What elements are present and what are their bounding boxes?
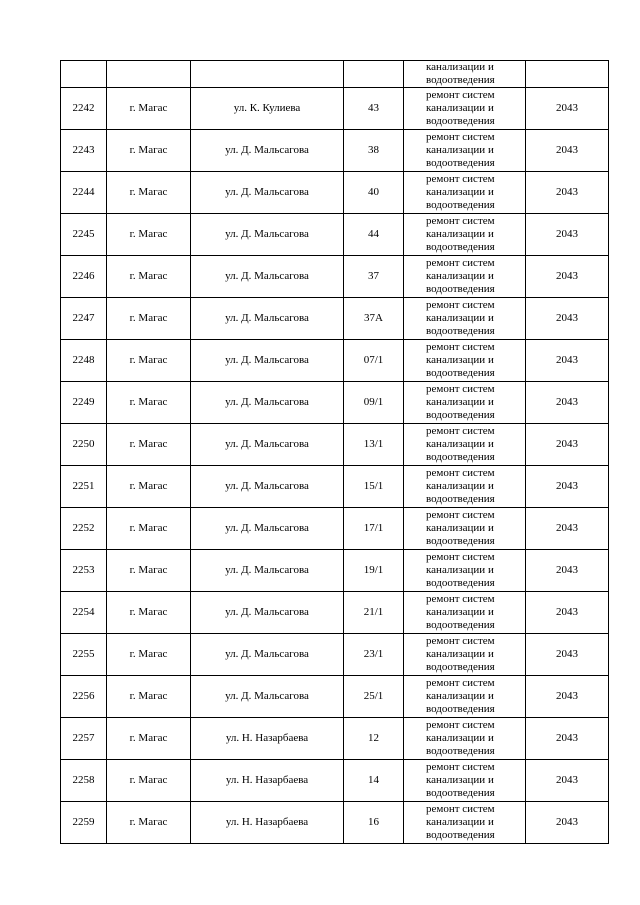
cell-house: 16 — [344, 802, 404, 844]
cell-year: 2043 — [526, 508, 609, 550]
cell-city: г. Магас — [107, 88, 191, 130]
cell-work-type — [404, 340, 526, 382]
cell-work-type — [404, 592, 526, 634]
cell-street: ул. Д. Мальсагова — [191, 466, 344, 508]
table-row — [61, 298, 609, 340]
cell-year: 2043 — [526, 550, 609, 592]
work-line: водоотведения — [426, 829, 495, 841]
table-row — [61, 718, 609, 760]
cell-work-type — [404, 550, 526, 592]
work-line: ремонт систем — [426, 635, 495, 647]
cell-number: 2256 — [61, 676, 107, 718]
work-line: водоотведения — [426, 367, 495, 379]
work-line: канализации и — [426, 61, 494, 73]
work-line: водоотведения — [426, 115, 495, 127]
table-row-continued — [61, 61, 609, 88]
cell-city: г. Магас — [107, 298, 191, 340]
work-line: водоотведения — [426, 745, 495, 757]
cell-number: 2247 — [61, 298, 107, 340]
cell-city: г. Магас — [107, 760, 191, 802]
cell-year: 2043 — [526, 676, 609, 718]
cell-house: 07/1 — [344, 340, 404, 382]
cell-city: г. Магас — [107, 256, 191, 298]
cell-year: 2043 — [526, 718, 609, 760]
table-row — [61, 550, 609, 592]
work-line: ремонт систем — [426, 215, 495, 227]
cell-work-type — [404, 61, 526, 88]
work-line: ремонт систем — [426, 551, 495, 563]
work-line: канализации и — [426, 186, 494, 198]
work-line: ремонт систем — [426, 677, 495, 689]
work-line: канализации и — [426, 102, 494, 114]
cell-house: 37 — [344, 256, 404, 298]
cell-number: 2253 — [61, 550, 107, 592]
table-row — [61, 340, 609, 382]
table-row — [61, 382, 609, 424]
cell-house — [344, 61, 404, 88]
cell-street: ул. Д. Мальсагова — [191, 592, 344, 634]
work-line: канализации и — [426, 522, 494, 534]
work-line: канализации и — [426, 312, 494, 324]
table-row — [61, 592, 609, 634]
work-line: канализации и — [426, 690, 494, 702]
cell-city: г. Магас — [107, 424, 191, 466]
work-line: ремонт систем — [426, 719, 495, 731]
cell-year: 2043 — [526, 424, 609, 466]
cell-work-type — [404, 88, 526, 130]
cell-street: ул. Д. Мальсагова — [191, 550, 344, 592]
cell-city: г. Магас — [107, 634, 191, 676]
cell-year: 2043 — [526, 802, 609, 844]
work-line: водоотведения — [426, 325, 495, 337]
cell-street: ул. Н. Назарбаева — [191, 718, 344, 760]
work-line: ремонт систем — [426, 173, 495, 185]
work-line: водоотведения — [426, 451, 495, 463]
work-line: водоотведения — [426, 409, 495, 421]
work-line: водоотведения — [426, 619, 495, 631]
work-line: водоотведения — [426, 577, 495, 589]
cell-street: ул. Д. Мальсагова — [191, 676, 344, 718]
cell-number: 2250 — [61, 424, 107, 466]
cell-house: 19/1 — [344, 550, 404, 592]
cell-number: 2254 — [61, 592, 107, 634]
cell-street: ул. Д. Мальсагова — [191, 214, 344, 256]
cell-city: г. Магас — [107, 592, 191, 634]
cell-year: 2043 — [526, 592, 609, 634]
work-line: ремонт систем — [426, 299, 495, 311]
cell-number: 2242 — [61, 88, 107, 130]
repair-schedule-table — [60, 60, 609, 844]
cell-city: г. Магас — [107, 550, 191, 592]
work-line: ремонт систем — [426, 341, 495, 353]
cell-year: 2043 — [526, 298, 609, 340]
cell-work-type — [404, 718, 526, 760]
table-row — [61, 802, 609, 844]
cell-house: 37А — [344, 298, 404, 340]
cell-number: 2255 — [61, 634, 107, 676]
cell-number: 2252 — [61, 508, 107, 550]
cell-work-type — [404, 634, 526, 676]
work-line: ремонт систем — [426, 383, 495, 395]
cell-street: ул. Д. Мальсагова — [191, 424, 344, 466]
cell-work-type — [404, 676, 526, 718]
cell-number: 2249 — [61, 382, 107, 424]
cell-year: 2043 — [526, 172, 609, 214]
work-line: ремонт систем — [426, 89, 495, 101]
cell-year: 2043 — [526, 256, 609, 298]
work-line: канализации и — [426, 228, 494, 240]
cell-street: ул. Д. Мальсагова — [191, 634, 344, 676]
cell-house: 21/1 — [344, 592, 404, 634]
cell-street: ул. Д. Мальсагова — [191, 130, 344, 172]
cell-year: 2043 — [526, 340, 609, 382]
cell-number: 2248 — [61, 340, 107, 382]
cell-street: ул. Д. Мальсагова — [191, 382, 344, 424]
work-line: водоотведения — [426, 661, 495, 673]
cell-city: г. Магас — [107, 508, 191, 550]
work-line: ремонт систем — [426, 761, 495, 773]
table-row — [61, 424, 609, 466]
cell-city: г. Магас — [107, 676, 191, 718]
work-line: канализации и — [426, 648, 494, 660]
work-line: водоотведения — [426, 199, 495, 211]
table-body — [61, 61, 609, 844]
work-line: водоотведения — [426, 493, 495, 505]
cell-year: 2043 — [526, 214, 609, 256]
cell-work-type — [404, 298, 526, 340]
table-row — [61, 214, 609, 256]
work-line: канализации и — [426, 564, 494, 576]
work-line: канализации и — [426, 606, 494, 618]
table-row — [61, 508, 609, 550]
cell-street: ул. Д. Мальсагова — [191, 508, 344, 550]
work-line: водоотведения — [426, 157, 495, 169]
cell-house: 38 — [344, 130, 404, 172]
work-line: водоотведения — [426, 535, 495, 547]
cell-number: 2245 — [61, 214, 107, 256]
work-line: ремонт систем — [426, 593, 495, 605]
cell-year: 2043 — [526, 130, 609, 172]
cell-work-type — [404, 424, 526, 466]
table-row — [61, 634, 609, 676]
cell-house: 13/1 — [344, 424, 404, 466]
cell-city: г. Магас — [107, 382, 191, 424]
table-row — [61, 760, 609, 802]
cell-city: г. Магас — [107, 466, 191, 508]
cell-year: 2043 — [526, 634, 609, 676]
work-line: ремонт систем — [426, 131, 495, 143]
table-row — [61, 130, 609, 172]
cell-street — [191, 61, 344, 88]
cell-work-type — [404, 508, 526, 550]
work-line: канализации и — [426, 354, 494, 366]
work-line: канализации и — [426, 396, 494, 408]
cell-work-type — [404, 130, 526, 172]
work-line: ремонт систем — [426, 257, 495, 269]
work-line: канализации и — [426, 438, 494, 450]
cell-house: 44 — [344, 214, 404, 256]
cell-number: 2243 — [61, 130, 107, 172]
cell-house: 40 — [344, 172, 404, 214]
cell-number: 2244 — [61, 172, 107, 214]
cell-city: г. Магас — [107, 340, 191, 382]
work-line: водоотведения — [426, 241, 495, 253]
cell-street: ул. Д. Мальсагова — [191, 298, 344, 340]
work-line: водоотведения — [426, 787, 495, 799]
cell-city: г. Магас — [107, 172, 191, 214]
cell-work-type — [404, 172, 526, 214]
cell-street: ул. Д. Мальсагова — [191, 256, 344, 298]
cell-number — [61, 61, 107, 88]
cell-house: 15/1 — [344, 466, 404, 508]
cell-year: 2043 — [526, 760, 609, 802]
cell-house: 09/1 — [344, 382, 404, 424]
cell-street: ул. Н. Назарбаева — [191, 802, 344, 844]
work-line: канализации и — [426, 480, 494, 492]
work-line: ремонт систем — [426, 509, 495, 521]
work-line: ремонт систем — [426, 467, 495, 479]
work-line: водоотведения — [426, 74, 495, 86]
table-row — [61, 172, 609, 214]
cell-city: г. Магас — [107, 130, 191, 172]
work-line: канализации и — [426, 144, 494, 156]
cell-work-type — [404, 382, 526, 424]
table-row — [61, 88, 609, 130]
work-line: канализации и — [426, 270, 494, 282]
work-line: водоотведения — [426, 703, 495, 715]
cell-work-type — [404, 802, 526, 844]
cell-city — [107, 61, 191, 88]
cell-work-type — [404, 466, 526, 508]
cell-number: 2257 — [61, 718, 107, 760]
cell-street: ул. Н. Назарбаева — [191, 760, 344, 802]
cell-house: 14 — [344, 760, 404, 802]
cell-number: 2246 — [61, 256, 107, 298]
work-line: водоотведения — [426, 283, 495, 295]
cell-work-type — [404, 256, 526, 298]
cell-city: г. Магас — [107, 214, 191, 256]
table-row — [61, 256, 609, 298]
cell-house: 43 — [344, 88, 404, 130]
cell-number: 2259 — [61, 802, 107, 844]
cell-street: ул. Д. Мальсагова — [191, 172, 344, 214]
table-row — [61, 466, 609, 508]
cell-number: 2258 — [61, 760, 107, 802]
cell-house: 25/1 — [344, 676, 404, 718]
cell-street: ул. Д. Мальсагова — [191, 340, 344, 382]
work-line: ремонт систем — [426, 803, 495, 815]
cell-year — [526, 61, 609, 88]
work-line: канализации и — [426, 816, 494, 828]
cell-house: 12 — [344, 718, 404, 760]
table-row — [61, 676, 609, 718]
cell-house: 17/1 — [344, 508, 404, 550]
cell-year: 2043 — [526, 382, 609, 424]
cell-year: 2043 — [526, 466, 609, 508]
cell-city: г. Магас — [107, 718, 191, 760]
cell-work-type — [404, 214, 526, 256]
cell-street: ул. К. Кулиева — [191, 88, 344, 130]
work-line: канализации и — [426, 774, 494, 786]
cell-work-type — [404, 760, 526, 802]
cell-city: г. Магас — [107, 802, 191, 844]
cell-year: 2043 — [526, 88, 609, 130]
work-line: ремонт систем — [426, 425, 495, 437]
cell-number: 2251 — [61, 466, 107, 508]
work-line: канализации и — [426, 732, 494, 744]
cell-house: 23/1 — [344, 634, 404, 676]
